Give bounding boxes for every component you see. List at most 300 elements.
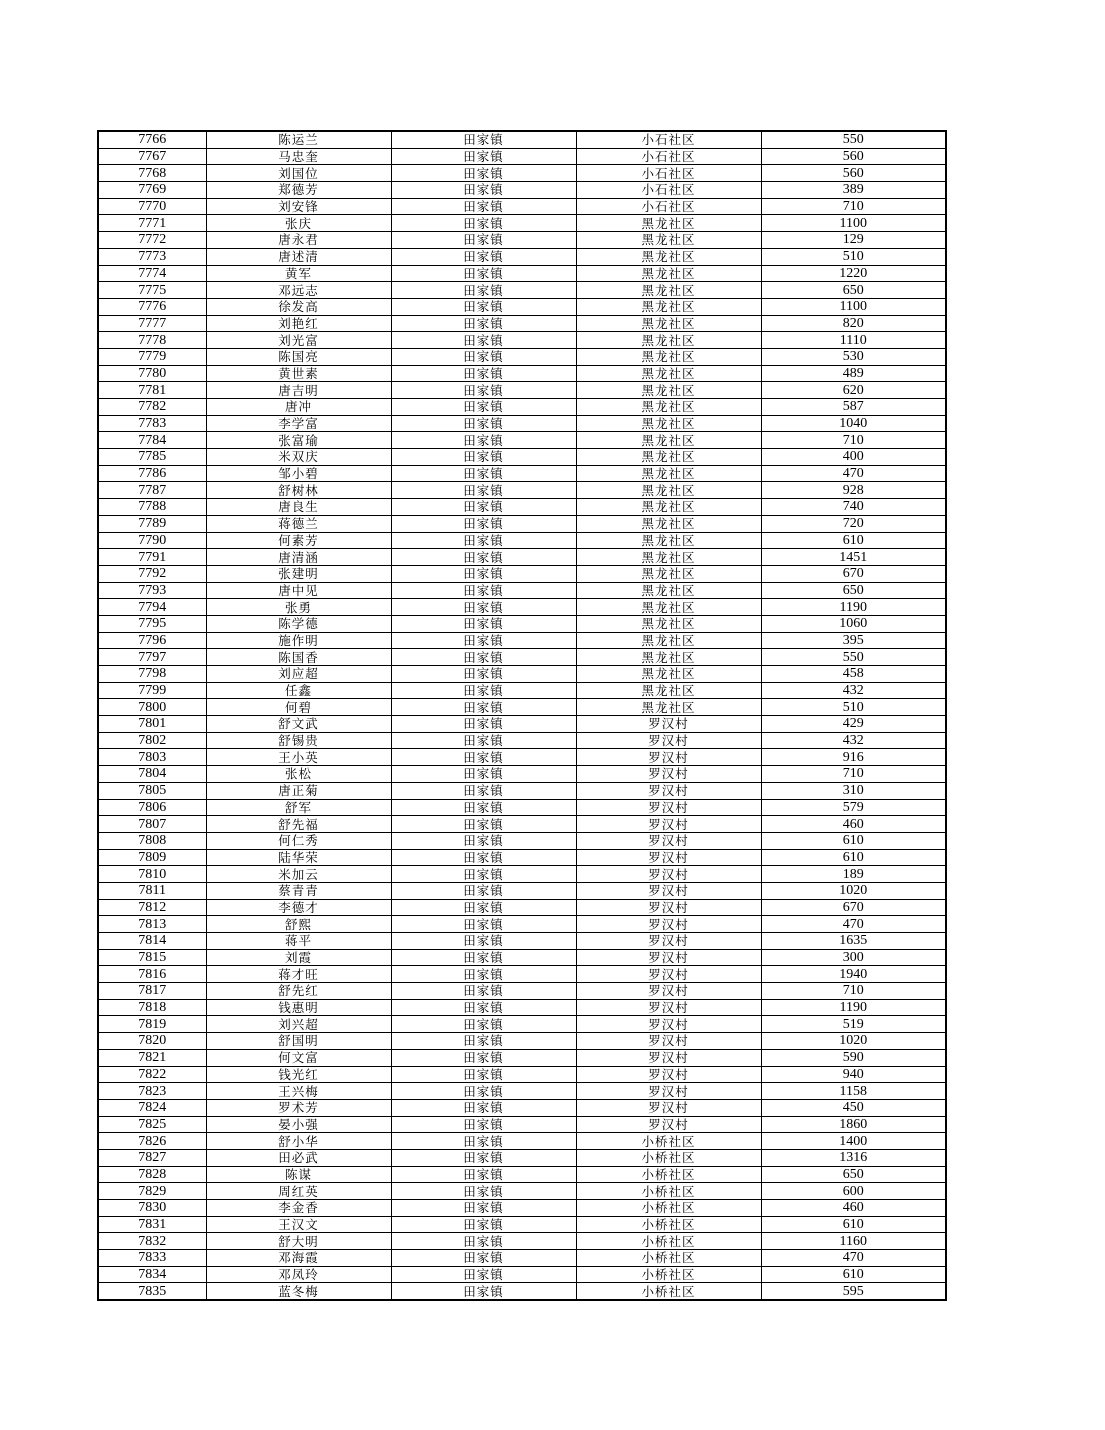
village-cell: 罗汉村 [576, 1099, 761, 1116]
name-cell: 王兴梅 [206, 1083, 391, 1100]
town-cell: 田家镇 [391, 649, 576, 666]
name-cell: 邓海霞 [206, 1250, 391, 1267]
village-cell: 小桥社区 [576, 1133, 761, 1150]
village-cell: 罗汉村 [576, 1066, 761, 1083]
row-id-cell: 7774 [98, 265, 206, 282]
row-id-cell: 7803 [98, 749, 206, 766]
town-cell: 田家镇 [391, 1216, 576, 1233]
row-id-cell: 7780 [98, 365, 206, 382]
amount-cell: 710 [761, 198, 946, 215]
amount-cell: 670 [761, 565, 946, 582]
town-cell: 田家镇 [391, 933, 576, 950]
amount-cell: 432 [761, 682, 946, 699]
row-id-cell: 7830 [98, 1200, 206, 1217]
row-id-cell: 7785 [98, 449, 206, 466]
name-cell: 何素芳 [206, 532, 391, 549]
amount-cell: 1100 [761, 215, 946, 232]
name-cell: 唐正菊 [206, 782, 391, 799]
village-cell: 罗汉村 [576, 949, 761, 966]
amount-cell: 740 [761, 499, 946, 516]
village-cell: 黑龙社区 [576, 699, 761, 716]
row-id-cell: 7821 [98, 1049, 206, 1066]
name-cell: 张建明 [206, 565, 391, 582]
row-id-cell: 7781 [98, 382, 206, 399]
village-cell: 黑龙社区 [576, 682, 761, 699]
amount-cell: 1040 [761, 415, 946, 432]
name-cell: 刘霞 [206, 949, 391, 966]
name-cell: 刘光富 [206, 332, 391, 349]
village-cell: 小石社区 [576, 182, 761, 199]
table-row [98, 1116, 946, 1133]
amount-cell: 458 [761, 666, 946, 683]
row-id-cell: 7776 [98, 298, 206, 315]
row-id-cell: 7815 [98, 949, 206, 966]
town-cell: 田家镇 [391, 1049, 576, 1066]
table-row [98, 515, 946, 532]
town-cell: 田家镇 [391, 1099, 576, 1116]
row-id-cell: 7800 [98, 699, 206, 716]
town-cell: 田家镇 [391, 699, 576, 716]
village-cell: 黑龙社区 [576, 649, 761, 666]
amount-cell: 1220 [761, 265, 946, 282]
amount-cell: 1100 [761, 298, 946, 315]
town-cell: 田家镇 [391, 298, 576, 315]
table-row [98, 882, 946, 899]
row-id-cell: 7817 [98, 983, 206, 1000]
row-id-cell: 7793 [98, 582, 206, 599]
row-id-cell: 7777 [98, 315, 206, 332]
table-row [98, 599, 946, 616]
row-id-cell: 7794 [98, 599, 206, 616]
name-cell: 郑德芳 [206, 182, 391, 199]
table-row [98, 832, 946, 849]
row-id-cell: 7812 [98, 899, 206, 916]
row-id-cell: 7795 [98, 615, 206, 632]
amount-cell: 610 [761, 849, 946, 866]
name-cell: 张富瑜 [206, 432, 391, 449]
village-cell: 黑龙社区 [576, 599, 761, 616]
village-cell: 黑龙社区 [576, 582, 761, 599]
village-cell: 小桥社区 [576, 1216, 761, 1233]
amount-cell: 595 [761, 1283, 946, 1300]
row-id-cell: 7768 [98, 165, 206, 182]
amount-cell: 670 [761, 899, 946, 916]
table-row [98, 1283, 946, 1300]
name-cell: 邓凤玲 [206, 1266, 391, 1283]
table-row [98, 732, 946, 749]
village-cell: 小桥社区 [576, 1149, 761, 1166]
table-row [98, 1216, 946, 1233]
town-cell: 田家镇 [391, 615, 576, 632]
name-cell: 米加云 [206, 866, 391, 883]
name-cell: 舒熙 [206, 916, 391, 933]
amount-cell: 916 [761, 749, 946, 766]
town-cell: 田家镇 [391, 916, 576, 933]
amount-cell: 510 [761, 699, 946, 716]
amount-cell: 432 [761, 732, 946, 749]
table-row [98, 182, 946, 199]
name-cell: 唐中见 [206, 582, 391, 599]
row-id-cell: 7772 [98, 232, 206, 249]
name-cell: 陈谋 [206, 1166, 391, 1183]
name-cell: 舒先红 [206, 983, 391, 1000]
town-cell: 田家镇 [391, 582, 576, 599]
town-cell: 田家镇 [391, 999, 576, 1016]
table-row [98, 999, 946, 1016]
amount-cell: 650 [761, 282, 946, 299]
row-id-cell: 7814 [98, 933, 206, 950]
town-cell: 田家镇 [391, 1033, 576, 1050]
name-cell: 舒文武 [206, 716, 391, 733]
town-cell: 田家镇 [391, 1016, 576, 1033]
village-cell: 罗汉村 [576, 966, 761, 983]
village-cell: 罗汉村 [576, 999, 761, 1016]
table-row [98, 449, 946, 466]
name-cell: 施作明 [206, 632, 391, 649]
row-id-cell: 7832 [98, 1233, 206, 1250]
town-cell: 田家镇 [391, 599, 576, 616]
town-cell: 田家镇 [391, 682, 576, 699]
amount-cell: 550 [761, 649, 946, 666]
table-row [98, 916, 946, 933]
village-cell: 小桥社区 [576, 1166, 761, 1183]
amount-cell: 720 [761, 515, 946, 532]
village-cell: 黑龙社区 [576, 298, 761, 315]
amount-cell: 1158 [761, 1083, 946, 1100]
village-cell: 黑龙社区 [576, 232, 761, 249]
village-cell: 小桥社区 [576, 1266, 761, 1283]
table-row [98, 215, 946, 232]
town-cell: 田家镇 [391, 532, 576, 549]
village-cell: 罗汉村 [576, 1033, 761, 1050]
amount-cell: 1190 [761, 599, 946, 616]
town-cell: 田家镇 [391, 849, 576, 866]
amount-cell: 650 [761, 1166, 946, 1183]
row-id-cell: 7826 [98, 1133, 206, 1150]
town-cell: 田家镇 [391, 1233, 576, 1250]
name-cell: 邹小碧 [206, 465, 391, 482]
village-cell: 罗汉村 [576, 1083, 761, 1100]
village-cell: 小桥社区 [576, 1250, 761, 1267]
town-cell: 田家镇 [391, 1183, 576, 1200]
village-cell: 黑龙社区 [576, 265, 761, 282]
table-row [98, 866, 946, 883]
row-id-cell: 7779 [98, 348, 206, 365]
village-cell: 黑龙社区 [576, 365, 761, 382]
village-cell: 黑龙社区 [576, 499, 761, 516]
row-id-cell: 7813 [98, 916, 206, 933]
table-row [98, 1016, 946, 1033]
village-cell: 黑龙社区 [576, 615, 761, 632]
name-cell: 黄军 [206, 265, 391, 282]
village-cell: 小石社区 [576, 131, 761, 148]
town-cell: 田家镇 [391, 766, 576, 783]
town-cell: 田家镇 [391, 1066, 576, 1083]
row-id-cell: 7792 [98, 565, 206, 582]
town-cell: 田家镇 [391, 782, 576, 799]
name-cell: 舒锡贵 [206, 732, 391, 749]
village-cell: 黑龙社区 [576, 348, 761, 365]
name-cell: 刘国位 [206, 165, 391, 182]
town-cell: 田家镇 [391, 966, 576, 983]
row-id-cell: 7829 [98, 1183, 206, 1200]
table-row [98, 749, 946, 766]
amount-cell: 560 [761, 165, 946, 182]
row-id-cell: 7806 [98, 799, 206, 816]
row-id-cell: 7825 [98, 1116, 206, 1133]
town-cell: 田家镇 [391, 348, 576, 365]
row-id-cell: 7767 [98, 148, 206, 165]
table-row [98, 1183, 946, 1200]
name-cell: 马忠奎 [206, 148, 391, 165]
table-row [98, 131, 946, 148]
town-cell: 田家镇 [391, 449, 576, 466]
amount-cell: 940 [761, 1066, 946, 1083]
amount-cell: 928 [761, 482, 946, 499]
name-cell: 晏小强 [206, 1116, 391, 1133]
village-cell: 黑龙社区 [576, 248, 761, 265]
amount-cell: 470 [761, 916, 946, 933]
table-row [98, 899, 946, 916]
name-cell: 唐清涵 [206, 549, 391, 566]
village-cell: 罗汉村 [576, 816, 761, 833]
amount-cell: 300 [761, 949, 946, 966]
name-cell: 邓远志 [206, 282, 391, 299]
name-cell: 李德才 [206, 899, 391, 916]
table-body [98, 131, 946, 1300]
town-cell: 田家镇 [391, 949, 576, 966]
table-row [98, 482, 946, 499]
town-cell: 田家镇 [391, 315, 576, 332]
amount-cell: 400 [761, 449, 946, 466]
name-cell: 刘兴超 [206, 1016, 391, 1033]
table-row [98, 949, 946, 966]
name-cell: 刘艳红 [206, 315, 391, 332]
name-cell: 张庆 [206, 215, 391, 232]
amount-cell: 1400 [761, 1133, 946, 1150]
amount-cell: 395 [761, 632, 946, 649]
name-cell: 张勇 [206, 599, 391, 616]
row-id-cell: 7769 [98, 182, 206, 199]
village-cell: 黑龙社区 [576, 415, 761, 432]
amount-cell: 519 [761, 1016, 946, 1033]
row-id-cell: 7786 [98, 465, 206, 482]
amount-cell: 560 [761, 148, 946, 165]
amount-cell: 710 [761, 432, 946, 449]
row-id-cell: 7811 [98, 882, 206, 899]
town-cell: 田家镇 [391, 148, 576, 165]
town-cell: 田家镇 [391, 1166, 576, 1183]
town-cell: 田家镇 [391, 832, 576, 849]
table-row [98, 766, 946, 783]
village-cell: 小桥社区 [576, 1183, 761, 1200]
row-id-cell: 7796 [98, 632, 206, 649]
table-row [98, 1250, 946, 1267]
town-cell: 田家镇 [391, 1283, 576, 1300]
name-cell: 蔡青青 [206, 882, 391, 899]
table-row [98, 699, 946, 716]
village-cell: 黑龙社区 [576, 449, 761, 466]
row-id-cell: 7801 [98, 716, 206, 733]
row-id-cell: 7828 [98, 1166, 206, 1183]
name-cell: 舒国明 [206, 1033, 391, 1050]
town-cell: 田家镇 [391, 1083, 576, 1100]
amount-cell: 1160 [761, 1233, 946, 1250]
row-id-cell: 7782 [98, 399, 206, 416]
village-cell: 小石社区 [576, 165, 761, 182]
row-id-cell: 7831 [98, 1216, 206, 1233]
town-cell: 田家镇 [391, 182, 576, 199]
table-row [98, 716, 946, 733]
amount-cell: 579 [761, 799, 946, 816]
village-cell: 罗汉村 [576, 782, 761, 799]
row-id-cell: 7766 [98, 131, 206, 148]
name-cell: 舒先福 [206, 816, 391, 833]
table-row [98, 1133, 946, 1150]
table-row [98, 465, 946, 482]
table-row [98, 682, 946, 699]
village-cell: 罗汉村 [576, 916, 761, 933]
table-row [98, 549, 946, 566]
town-cell: 田家镇 [391, 799, 576, 816]
town-cell: 田家镇 [391, 882, 576, 899]
row-id-cell: 7790 [98, 532, 206, 549]
table-row [98, 332, 946, 349]
row-id-cell: 7827 [98, 1149, 206, 1166]
name-cell: 钱光红 [206, 1066, 391, 1083]
table-row [98, 1099, 946, 1116]
town-cell: 田家镇 [391, 632, 576, 649]
row-id-cell: 7820 [98, 1033, 206, 1050]
name-cell: 舒军 [206, 799, 391, 816]
name-cell: 张松 [206, 766, 391, 783]
village-cell: 黑龙社区 [576, 666, 761, 683]
name-cell: 米双庆 [206, 449, 391, 466]
town-cell: 田家镇 [391, 565, 576, 582]
table-row [98, 432, 946, 449]
town-cell: 田家镇 [391, 1149, 576, 1166]
name-cell: 陈国香 [206, 649, 391, 666]
table-row [98, 148, 946, 165]
amount-cell: 1190 [761, 999, 946, 1016]
amount-cell: 470 [761, 1250, 946, 1267]
name-cell: 舒小华 [206, 1133, 391, 1150]
amount-cell: 1940 [761, 966, 946, 983]
town-cell: 田家镇 [391, 1250, 576, 1267]
row-id-cell: 7804 [98, 766, 206, 783]
table-row [98, 348, 946, 365]
amount-cell: 600 [761, 1183, 946, 1200]
row-id-cell: 7788 [98, 499, 206, 516]
row-id-cell: 7770 [98, 198, 206, 215]
village-cell: 黑龙社区 [576, 515, 761, 532]
row-id-cell: 7783 [98, 415, 206, 432]
table-row [98, 198, 946, 215]
village-cell: 罗汉村 [576, 866, 761, 883]
town-cell: 田家镇 [391, 749, 576, 766]
table-row [98, 966, 946, 983]
town-cell: 田家镇 [391, 1116, 576, 1133]
name-cell: 唐良生 [206, 499, 391, 516]
name-cell: 陈运兰 [206, 131, 391, 148]
amount-cell: 650 [761, 582, 946, 599]
row-id-cell: 7819 [98, 1016, 206, 1033]
name-cell: 陈学德 [206, 615, 391, 632]
village-cell: 小桥社区 [576, 1200, 761, 1217]
row-id-cell: 7798 [98, 666, 206, 683]
row-id-cell: 7809 [98, 849, 206, 866]
table-row [98, 315, 946, 332]
village-cell: 罗汉村 [576, 882, 761, 899]
row-id-cell: 7810 [98, 866, 206, 883]
town-cell: 田家镇 [391, 983, 576, 1000]
village-cell: 罗汉村 [576, 766, 761, 783]
row-id-cell: 7816 [98, 966, 206, 983]
town-cell: 田家镇 [391, 465, 576, 482]
table-row [98, 933, 946, 950]
amount-cell: 710 [761, 983, 946, 1000]
village-cell: 罗汉村 [576, 899, 761, 916]
name-cell: 何仁秀 [206, 832, 391, 849]
amount-cell: 1316 [761, 1149, 946, 1166]
table-row [98, 816, 946, 833]
table-row [98, 649, 946, 666]
town-cell: 田家镇 [391, 899, 576, 916]
village-cell: 黑龙社区 [576, 332, 761, 349]
row-id-cell: 7775 [98, 282, 206, 299]
amount-cell: 470 [761, 465, 946, 482]
table-row [98, 983, 946, 1000]
town-cell: 田家镇 [391, 482, 576, 499]
village-cell: 黑龙社区 [576, 432, 761, 449]
town-cell: 田家镇 [391, 716, 576, 733]
table-row [98, 782, 946, 799]
table-row [98, 1149, 946, 1166]
village-cell: 小桥社区 [576, 1233, 761, 1250]
name-cell: 唐吉明 [206, 382, 391, 399]
village-cell: 小石社区 [576, 198, 761, 215]
table-row [98, 165, 946, 182]
table-row [98, 1066, 946, 1083]
amount-cell: 1110 [761, 332, 946, 349]
village-cell: 黑龙社区 [576, 532, 761, 549]
row-id-cell: 7773 [98, 248, 206, 265]
amount-cell: 310 [761, 782, 946, 799]
name-cell: 刘应超 [206, 666, 391, 683]
name-cell: 蓝冬梅 [206, 1283, 391, 1300]
amount-cell: 389 [761, 182, 946, 199]
table-row [98, 248, 946, 265]
amount-cell: 1060 [761, 615, 946, 632]
amount-cell: 530 [761, 348, 946, 365]
amount-cell: 620 [761, 382, 946, 399]
table-row [98, 799, 946, 816]
amount-cell: 1451 [761, 549, 946, 566]
name-cell: 何文富 [206, 1049, 391, 1066]
row-id-cell: 7823 [98, 1083, 206, 1100]
village-cell: 黑龙社区 [576, 215, 761, 232]
town-cell: 田家镇 [391, 265, 576, 282]
name-cell: 陈国亮 [206, 348, 391, 365]
name-cell: 任鑫 [206, 682, 391, 699]
town-cell: 田家镇 [391, 666, 576, 683]
row-id-cell: 7805 [98, 782, 206, 799]
town-cell: 田家镇 [391, 365, 576, 382]
table-row [98, 632, 946, 649]
name-cell: 李金香 [206, 1200, 391, 1217]
name-cell: 周红英 [206, 1183, 391, 1200]
village-cell: 罗汉村 [576, 849, 761, 866]
